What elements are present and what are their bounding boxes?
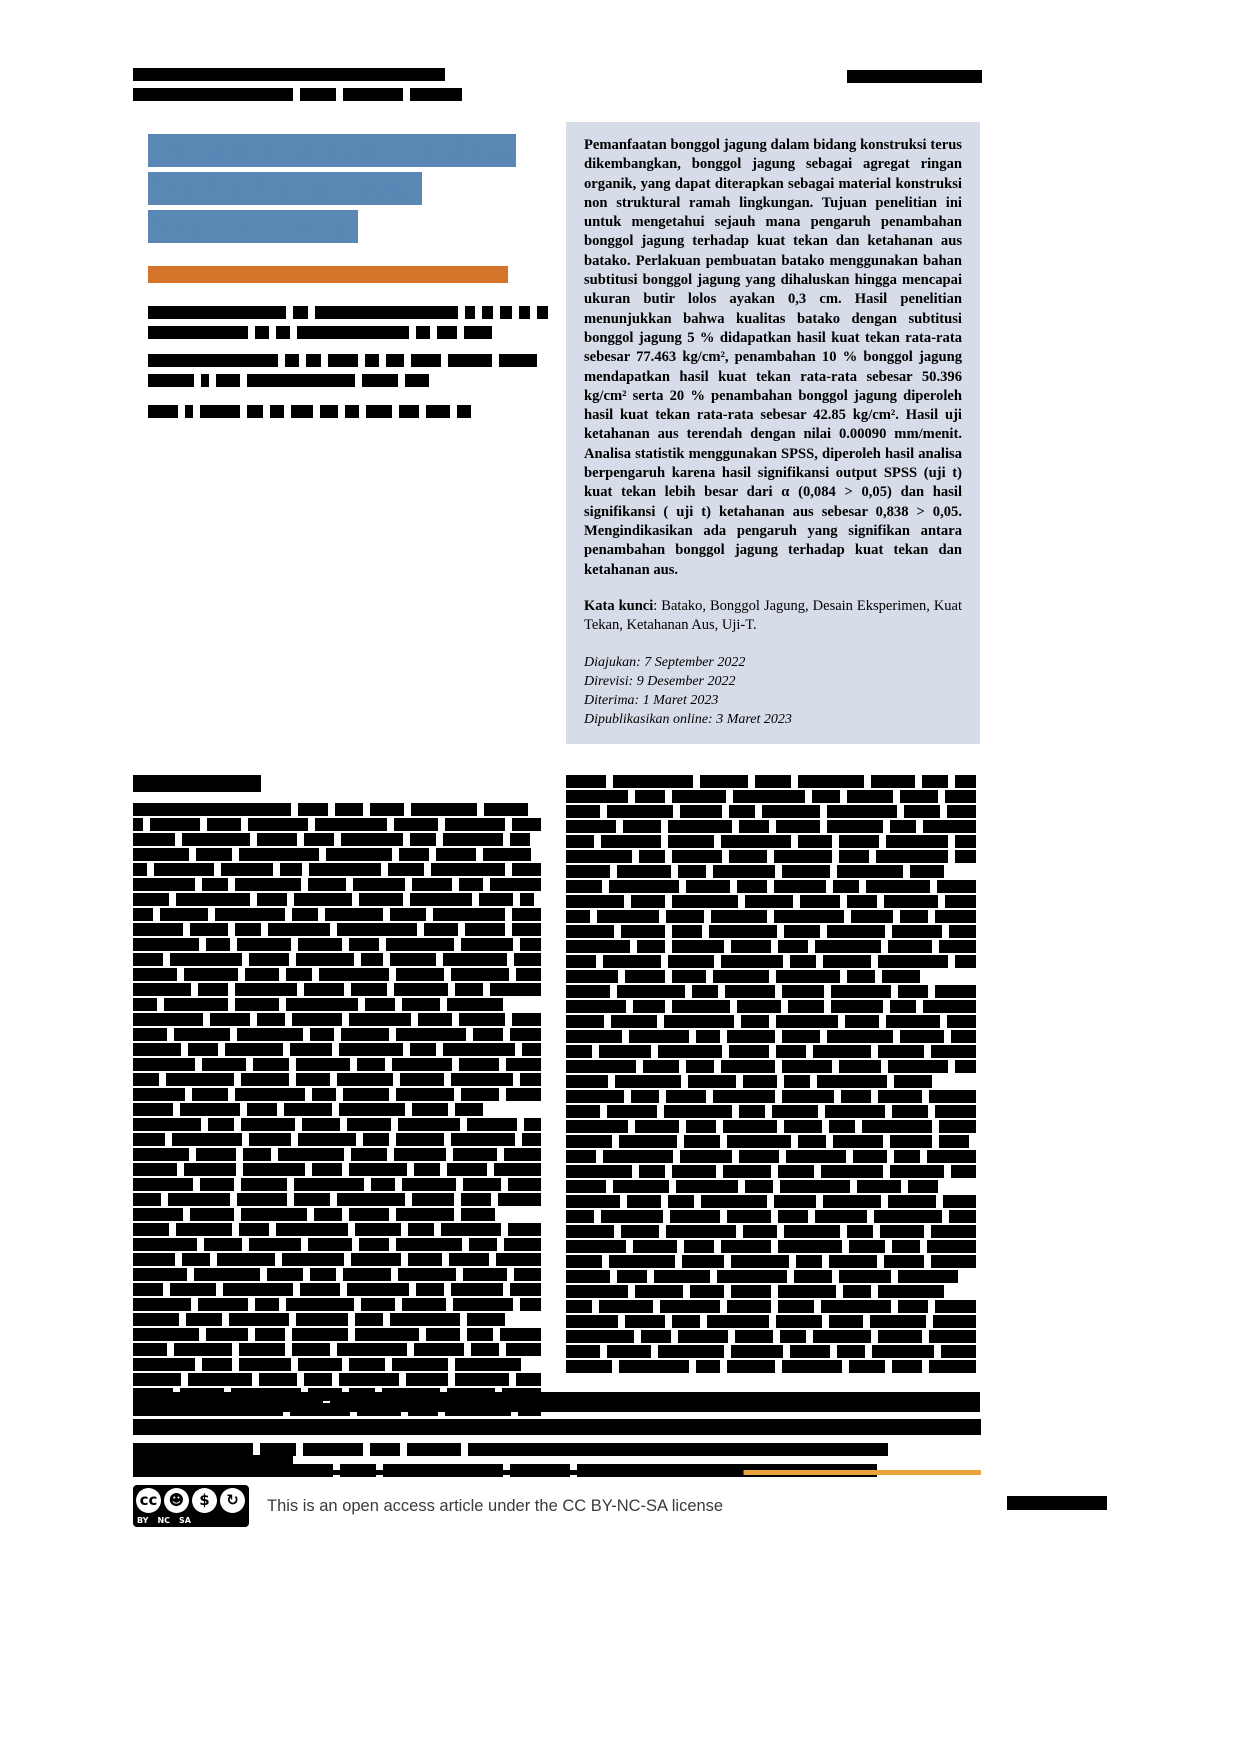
cc-label-nc: NC bbox=[157, 1516, 171, 1525]
cc-nc-icon: $ bbox=[192, 1488, 217, 1513]
text-line bbox=[566, 910, 980, 923]
text-line bbox=[133, 878, 545, 891]
journal-header-left bbox=[133, 68, 462, 108]
author-list: Melinda Wahyu Nugroho¹, Indrasurya² bbox=[148, 266, 508, 283]
text-line bbox=[566, 1255, 980, 1268]
abstract-text: Pemanfaatan bonggol jagung dalam bidang konstruksi terus dikembangkan, bonggol jagung sebagai agregat ringan organik, yang dapat diterapkan sebagai material konstruksi non struktural ramah lingkungan. Tujuan penelitian ini untuk mengetahui sejauh mana pengaruh penambahan bonggol jagung terhadap kuat tekan dan ketahanan aus batako. Perlakuan pembuatan batako menggunakan bahan subtitusi bonggol jagung yang dihaluskan hingga mencapai ukuran butir lolos ayakan 0,3 cm. Hasil penelitian menunjukkan bahwa kualitas batako dengan subtitusi bonggol jagung 5 % didapatkan hasil kuat tekan rata-rata sebesar 77.463 kg/cm², penambahan 10 % bonggol jagung mendapatkan hasil kuat tekan rata-rata sebesar 50.396 kg/cm² serta 20 % penambahan bonggol jagung diperoleh hasil kuat tekan rata-rata sebesar 42.85 kg/cm². Hasil uji ketahanan aus terendah dengan nilai 0.00090 mm/menit. Analisa statistik menggunakan SPSS, diperoleh hasil analisa berpengaruh karena hasil signifikansi output SPSS (uji t) kuat tekan lebih besar dari α (0,084 > 0,05) dan hasil signifikansi ( uji t) ketahanan aus sebesar 0,838 > 0,05. Mengindikasikan ada pengaruh yang signifikan antara penambahan bonggol jagung terhadap kuat tekan dan ketahanan aus. bbox=[584, 137, 962, 578]
text-line bbox=[133, 968, 545, 981]
text-line bbox=[566, 1120, 980, 1133]
text-line bbox=[566, 1075, 980, 1088]
keywords-label: Kata kunci bbox=[584, 597, 654, 614]
text-line bbox=[566, 805, 980, 818]
journal-header-right bbox=[847, 70, 982, 90]
text-line bbox=[133, 1208, 545, 1221]
text-line bbox=[133, 1283, 545, 1296]
text-line bbox=[133, 983, 545, 996]
text-line bbox=[566, 940, 980, 953]
text-line bbox=[133, 1223, 545, 1236]
text-line bbox=[566, 835, 980, 848]
text-line bbox=[133, 1103, 545, 1116]
text-line bbox=[133, 908, 545, 921]
text-line bbox=[133, 1193, 545, 1206]
license-row bbox=[133, 1485, 723, 1527]
text-line bbox=[133, 923, 545, 936]
text-line bbox=[133, 953, 545, 966]
text-line bbox=[566, 775, 980, 788]
text-line bbox=[133, 893, 545, 906]
text-line bbox=[566, 865, 980, 878]
page-title bbox=[148, 132, 548, 246]
section-heading bbox=[133, 775, 545, 792]
date-accepted: Diterima: 1 Maret 2023 bbox=[584, 692, 719, 708]
text-line bbox=[133, 1373, 545, 1386]
text-line bbox=[566, 1240, 980, 1253]
text-line bbox=[566, 1135, 980, 1148]
text-line bbox=[133, 1328, 545, 1341]
text-line bbox=[566, 1000, 980, 1013]
cc-label-sa: SA bbox=[179, 1516, 191, 1525]
text-line bbox=[133, 848, 545, 861]
text-line bbox=[133, 1313, 545, 1326]
abstract-keywords bbox=[584, 597, 962, 635]
text-line bbox=[566, 1330, 980, 1343]
text-line bbox=[133, 1343, 545, 1356]
abstract-panel bbox=[566, 122, 980, 744]
cc-sa-icon: ↻ bbox=[220, 1488, 245, 1513]
text-line bbox=[133, 1358, 545, 1371]
text-line bbox=[566, 1225, 980, 1238]
license-text: This is an open access article under the CC BY-NC-SA license bbox=[267, 1496, 724, 1515]
text-line bbox=[133, 1178, 545, 1191]
text-line bbox=[133, 863, 545, 876]
abstract-dates bbox=[584, 653, 962, 729]
text-line bbox=[133, 803, 545, 816]
text-line bbox=[566, 955, 980, 968]
text-line bbox=[566, 1345, 980, 1358]
text-line bbox=[566, 1165, 980, 1178]
text-line bbox=[566, 1210, 980, 1223]
text-line bbox=[566, 925, 980, 938]
text-line bbox=[133, 833, 545, 846]
title-line-3: Bonggol Jagung bbox=[148, 210, 359, 243]
text-line bbox=[566, 1105, 980, 1118]
text-line bbox=[133, 1268, 545, 1281]
text-line bbox=[133, 1298, 545, 1311]
text-line bbox=[566, 970, 980, 983]
text-line bbox=[566, 1300, 980, 1313]
text-line bbox=[133, 1058, 545, 1071]
text-line bbox=[566, 850, 980, 863]
text-line bbox=[566, 895, 980, 908]
text-line bbox=[133, 938, 545, 951]
affiliation-block bbox=[148, 306, 548, 425]
cc-label-by: BY bbox=[137, 1516, 149, 1525]
text-line bbox=[133, 1163, 545, 1176]
text-line bbox=[133, 1088, 545, 1101]
text-line bbox=[133, 1013, 545, 1026]
text-line bbox=[566, 790, 980, 803]
text-line bbox=[133, 1118, 545, 1131]
body-column-left bbox=[133, 775, 545, 1418]
text-line bbox=[566, 1015, 980, 1028]
keywords-value: : Batako, Bonggol Jagung, Desain Eksperimen, Kuat Tekan, Ketahanan Aus, Uji-T. bbox=[584, 597, 963, 633]
footer-rule bbox=[133, 1470, 981, 1475]
text-line bbox=[133, 1238, 545, 1251]
text-line bbox=[133, 1148, 545, 1161]
cc-mark-icon: cc bbox=[136, 1488, 161, 1513]
cc-by-icon: ☻ bbox=[164, 1488, 189, 1513]
text-line bbox=[566, 1045, 980, 1058]
body-column-right bbox=[566, 775, 980, 1375]
text-line bbox=[133, 1043, 545, 1056]
text-line bbox=[566, 1285, 980, 1298]
text-line bbox=[566, 1270, 980, 1283]
text-line bbox=[133, 1028, 545, 1041]
creative-commons-icon bbox=[133, 1485, 249, 1527]
text-line bbox=[133, 1253, 545, 1266]
date-revised: Direvisi: 9 Desember 2022 bbox=[584, 673, 736, 689]
text-line bbox=[566, 880, 980, 893]
title-line-2: Batako Bersubstitusi bbox=[148, 172, 422, 205]
text-line bbox=[566, 1180, 980, 1193]
text-line bbox=[566, 1360, 980, 1373]
text-line bbox=[566, 1315, 980, 1328]
text-line bbox=[566, 1060, 980, 1073]
text-line bbox=[566, 985, 980, 998]
date-submitted: Diajukan: 7 September 2022 bbox=[584, 654, 746, 670]
text-line bbox=[566, 1030, 980, 1043]
text-line bbox=[566, 820, 980, 833]
text-line bbox=[133, 1073, 545, 1086]
text-line bbox=[566, 1195, 980, 1208]
text-line bbox=[133, 818, 545, 831]
text-line bbox=[566, 1090, 980, 1103]
text-line bbox=[133, 1133, 545, 1146]
text-line bbox=[133, 998, 545, 1011]
date-published: Dipublikasikan online: 3 Maret 2023 bbox=[584, 711, 792, 727]
text-line bbox=[566, 1150, 980, 1163]
title-line-1: Pengujian Statistik Kualitas bbox=[148, 134, 517, 167]
